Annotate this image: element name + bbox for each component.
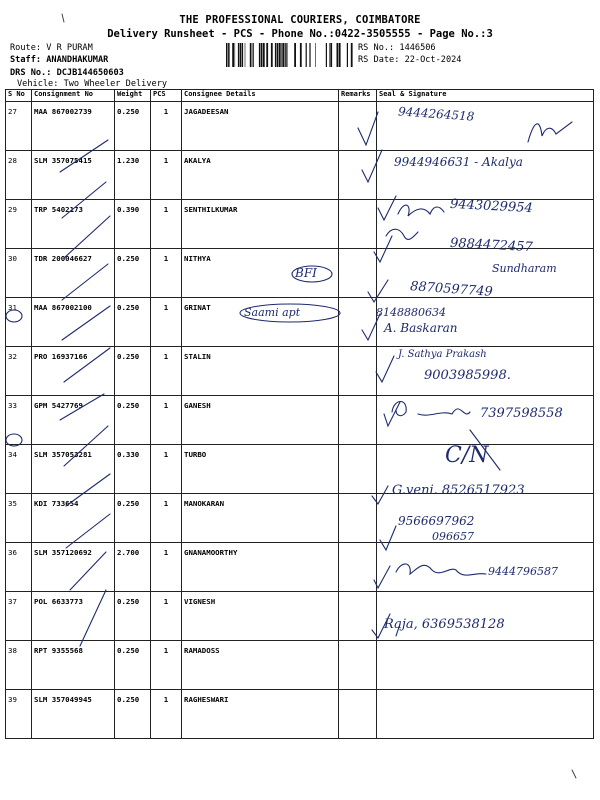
barcode-bar	[275, 43, 276, 67]
barcode-bar	[285, 43, 286, 67]
cell-sno: 35	[6, 494, 32, 543]
barcode-bar	[337, 43, 339, 67]
handwritten-phone-33: 9003985998.	[424, 368, 511, 383]
barcode-bar	[277, 43, 279, 67]
barcode-bar	[281, 43, 282, 67]
cell-remarks	[339, 347, 377, 396]
cell-pcs: 1	[151, 396, 182, 445]
rs-date: RS Date: 22-Oct-2024	[358, 55, 462, 65]
handwritten-phone-36: G.veni. 8526517923	[392, 483, 525, 498]
company-title: THE PROFESSIONAL COURIERS, COIMBATORE	[179, 14, 421, 26]
cell-remarks	[339, 494, 377, 543]
cell-consignment: SLM 357120692	[32, 543, 115, 592]
cell-consignment: SLM 357075415	[32, 151, 115, 200]
cell-consignee: NITHYA	[182, 249, 339, 298]
cell-consignee: JAGADEESAN	[182, 102, 339, 151]
cell-sno: 30	[6, 249, 32, 298]
barcode-bar	[261, 43, 263, 67]
cell-weight: 0.250	[115, 396, 151, 445]
handwritten-note-32: Saami apt	[244, 306, 301, 319]
cell-pcs: 1	[151, 690, 182, 739]
cell-signature	[377, 690, 594, 739]
cell-consignee: STALIN	[182, 347, 339, 396]
barcode-bar	[242, 43, 243, 67]
cell-sno: 34	[6, 445, 32, 494]
cell-weight: 1.230	[115, 151, 151, 200]
cell-sno: 33	[6, 396, 32, 445]
cell-consignment: SLM 357049945	[32, 690, 115, 739]
rs-number: RS No.: 1446506	[358, 43, 436, 53]
col-consignment: Consignment No	[32, 90, 115, 102]
cell-consignment: TRP 5402173	[32, 200, 115, 249]
cell-sno: 27	[6, 102, 32, 151]
cell-weight: 0.390	[115, 200, 151, 249]
barcode-bar	[329, 43, 330, 67]
cell-consignee: AKALYA	[182, 151, 339, 200]
cell-weight: 2.700	[115, 543, 151, 592]
cell-signature	[377, 641, 594, 690]
handwritten-phone-39: Raja, 6369538128	[384, 617, 505, 632]
cell-pcs: 1	[151, 641, 182, 690]
cell-sno: 28	[6, 151, 32, 200]
barcode-bar	[235, 43, 236, 67]
cell-consignment: RPT 9355568	[32, 641, 115, 690]
cell-consignee: GANESH	[182, 396, 339, 445]
handwritten-name-33: J. Sathya Prakash	[398, 349, 487, 360]
table-row	[6, 641, 594, 690]
cell-weight: 0.250	[115, 641, 151, 690]
barcode-bar	[253, 43, 254, 67]
cell-pcs: 1	[151, 102, 182, 151]
barcode-bar	[226, 43, 227, 67]
handwritten-phone-27: 9444264518	[397, 104, 475, 124]
cell-remarks	[339, 543, 377, 592]
barcode-bar	[259, 43, 260, 67]
barcode-bar	[240, 43, 242, 67]
table-row	[6, 298, 594, 347]
barcode-bar	[232, 43, 234, 67]
table-row	[6, 102, 594, 151]
cell-consignee: GNANAMOORTHY	[182, 543, 339, 592]
barcode-bar	[252, 43, 253, 67]
cell-weight: 0.250	[115, 347, 151, 396]
cell-pcs: 1	[151, 249, 182, 298]
cell-pcs: 1	[151, 347, 182, 396]
cell-consignment: MAA 867002739	[32, 102, 115, 151]
cell-sno: 37	[6, 592, 32, 641]
handwritten-phone-29: 9443029954	[449, 196, 534, 217]
cell-consignment: MAA 867002100	[32, 298, 115, 347]
scan-mark-bottom	[572, 770, 576, 778]
handwritten-cn-35: C/N	[445, 443, 489, 468]
cell-remarks	[339, 249, 377, 298]
handwritten-phone-38: 9444796587	[488, 565, 558, 578]
vehicle-label: Vehicle: Two Wheeler Delivery	[17, 79, 168, 89]
barcode-bar	[266, 43, 268, 67]
barcode-bar	[245, 43, 246, 67]
cell-remarks	[339, 396, 377, 445]
col-pcs: PCS	[151, 90, 182, 102]
handwritten-phone-31: 8870597749	[409, 279, 494, 300]
barcode-bar	[351, 43, 353, 67]
cell-remarks	[339, 592, 377, 641]
cell-remarks	[339, 690, 377, 739]
barcode-bar	[282, 43, 284, 67]
col-sno: S No	[6, 90, 32, 102]
barcode-bar	[315, 43, 316, 67]
barcode-bar	[306, 43, 307, 67]
cell-weight: 0.330	[115, 445, 151, 494]
col-consignee: Consignee Details	[182, 90, 339, 102]
cell-pcs: 1	[151, 151, 182, 200]
cell-consignment: TDR 200046627	[32, 249, 115, 298]
cell-weight: 0.250	[115, 249, 151, 298]
cell-consignment: PRO 16937166	[32, 347, 115, 396]
cell-signature	[377, 592, 594, 641]
staff-label: Staff: ANANDHAKUMAR	[10, 55, 109, 65]
barcode-bar	[229, 43, 230, 67]
cell-consignee: TURBO	[182, 445, 339, 494]
barcode-bar	[310, 43, 311, 67]
barcode-bar	[326, 43, 327, 67]
barcode-bar	[250, 43, 251, 67]
cell-pcs: 1	[151, 445, 182, 494]
cell-consignee: SENTHILKUMAR	[182, 200, 339, 249]
drs-number: DRS No.: DCJB144650603	[10, 68, 124, 78]
cell-consignment: GPM 5427769	[32, 396, 115, 445]
cell-pcs: 1	[151, 298, 182, 347]
cell-consignment: KDI 733654	[32, 494, 115, 543]
cell-signature	[377, 543, 594, 592]
cell-consignment: POL 6633773	[32, 592, 115, 641]
col-signature: Seal & Signature	[377, 90, 594, 102]
route-label: Route: V R PURAM	[10, 43, 93, 53]
col-weight: Weight	[115, 90, 151, 102]
cell-pcs: 1	[151, 592, 182, 641]
table-row	[6, 494, 594, 543]
handwritten-name-32: A. Baskaran	[384, 321, 458, 335]
cell-consignment: SLM 357053281	[32, 445, 115, 494]
cell-weight: 0.250	[115, 690, 151, 739]
barcode-bar	[300, 43, 302, 67]
cell-sno: 36	[6, 543, 32, 592]
barcode-bar	[347, 43, 348, 67]
cell-sno: 29	[6, 200, 32, 249]
cell-remarks	[339, 445, 377, 494]
cell-remarks	[339, 298, 377, 347]
cell-remarks	[339, 200, 377, 249]
handwritten-phone-30: 9884472457	[449, 235, 534, 256]
handwritten-phone-28: 9944946631 - Akalya	[394, 155, 523, 169]
barcode-bar	[228, 43, 229, 67]
handwritten-phone-34: 7397598558	[480, 406, 563, 421]
cell-consignee: VIGNESH	[182, 592, 339, 641]
handwritten-note-31: BFI	[295, 266, 317, 280]
cell-sno: 31	[6, 298, 32, 347]
cell-consignee: MANOKARAN	[182, 494, 339, 543]
cell-sno: 32	[6, 347, 32, 396]
barcode	[226, 43, 354, 67]
table-row	[6, 690, 594, 739]
handwritten-phone-32: 8148880634	[376, 306, 446, 319]
table-header-row	[6, 90, 594, 102]
cell-remarks	[339, 641, 377, 690]
barcode-bar	[238, 43, 239, 67]
barcode-bar	[263, 43, 265, 67]
barcode-bar	[286, 43, 287, 67]
cell-weight: 0.250	[115, 102, 151, 151]
barcode-bar	[294, 43, 296, 67]
handwritten-name-31: Sundharam	[492, 262, 557, 275]
col-remarks: Remarks	[339, 90, 377, 102]
runsheet-subtitle: Delivery Runsheet - PCS - Phone No.:0422-3505555 - Page No.:3	[107, 28, 493, 40]
table-row	[6, 592, 594, 641]
cell-pcs: 1	[151, 200, 182, 249]
cell-remarks	[339, 102, 377, 151]
cell-remarks	[339, 151, 377, 200]
cell-weight: 0.250	[115, 298, 151, 347]
handwritten-extra-37: 096657	[432, 530, 474, 543]
barcode-bar	[279, 43, 281, 67]
cell-consignee: RAMADOSS	[182, 641, 339, 690]
handwritten-phone-37: 9566697962	[398, 514, 475, 528]
cell-sno: 39	[6, 690, 32, 739]
barcode-bar	[330, 43, 332, 67]
cell-weight: 0.250	[115, 592, 151, 641]
cell-pcs: 1	[151, 543, 182, 592]
cell-weight: 0.250	[115, 494, 151, 543]
cell-consignee: RAGHESWARI	[182, 690, 339, 739]
cell-pcs: 1	[151, 494, 182, 543]
cell-sno: 38	[6, 641, 32, 690]
cell-consignee: GRINAT	[182, 298, 339, 347]
barcode-bar	[309, 43, 310, 67]
barcode-bar	[271, 43, 273, 67]
barcode-bar	[339, 43, 341, 67]
